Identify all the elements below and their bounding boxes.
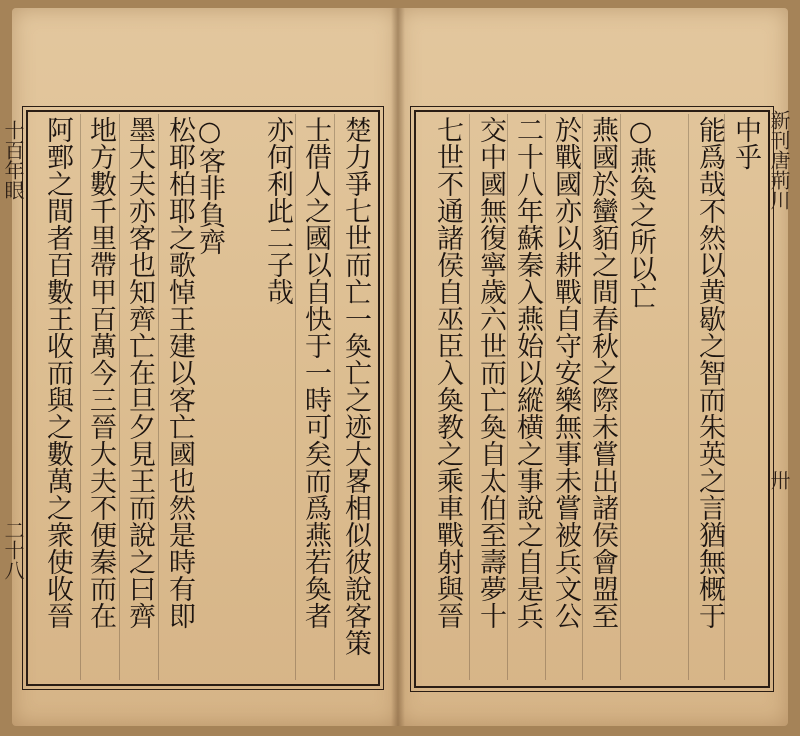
- right-column-6: 於戰國亦以耕戰自守安樂無事未嘗被兵文公: [550, 116, 581, 629]
- left-column-9: 阿鄄之間者百數王收而與之數萬之衆使收晉: [42, 116, 73, 629]
- column-rule: [469, 114, 470, 680]
- right-column-8: 交中國無復寧歲六世而亡奐自太伯至壽夢十: [475, 116, 506, 629]
- left-edge-page-number: 二十八: [1, 520, 25, 580]
- right-column-1: 中乎: [730, 116, 761, 170]
- left-column-1: 楚力爭七世而亡一奐亡之迹大畧相似彼說客策: [340, 116, 371, 656]
- column-rule: [80, 114, 81, 680]
- column-rule: [119, 114, 120, 680]
- right-column-4: ○燕奐之所以亡: [625, 116, 656, 309]
- left-column-8: 地方數千里帶甲百萬今三晉大夫不便秦而在: [85, 116, 116, 629]
- left-column-7: 墨大夫亦客也知齊亡在旦夕見王而說之曰齊: [124, 116, 155, 629]
- right-column-9: 七世不通諸侯自巫臣入奐教之乘車戰射與晉: [432, 116, 463, 629]
- column-rule: [158, 114, 159, 680]
- column-rule: [620, 114, 621, 680]
- right-edge-title: 新刊唐荊川: [767, 110, 791, 210]
- column-rule: [724, 114, 725, 680]
- column-rule: [688, 114, 689, 680]
- column-rule: [334, 114, 335, 680]
- column-rule: [582, 114, 583, 680]
- edge-rule: [26, 110, 27, 684]
- book-gutter: [391, 8, 405, 726]
- left-edge-title: 十百年眼: [1, 120, 25, 200]
- left-column-2: 士借人之國以自快于一時可矣而爲燕若奐者: [300, 116, 331, 629]
- left-column-6: 松耶柏耶之歌悼王建以客亡國也然是時有即: [164, 116, 195, 629]
- right-column-5: 燕國於蠻貊之間春秋之際未嘗出諸侯會盟至: [587, 116, 618, 629]
- column-rule: [545, 114, 546, 680]
- right-column-7: 二十八年蘇秦入燕始以縱横之事說之自是兵: [512, 116, 543, 629]
- left-column-5: ○客非負齊: [194, 116, 225, 255]
- left-column-3: 亦何利此二子哉: [262, 116, 293, 305]
- right-column-2: 能爲哉不然以黄歇之智而朱英之言猶無概于: [694, 116, 725, 629]
- right-edge-page-number: 卅: [767, 470, 791, 490]
- column-rule: [295, 114, 296, 680]
- column-rule: [507, 114, 508, 680]
